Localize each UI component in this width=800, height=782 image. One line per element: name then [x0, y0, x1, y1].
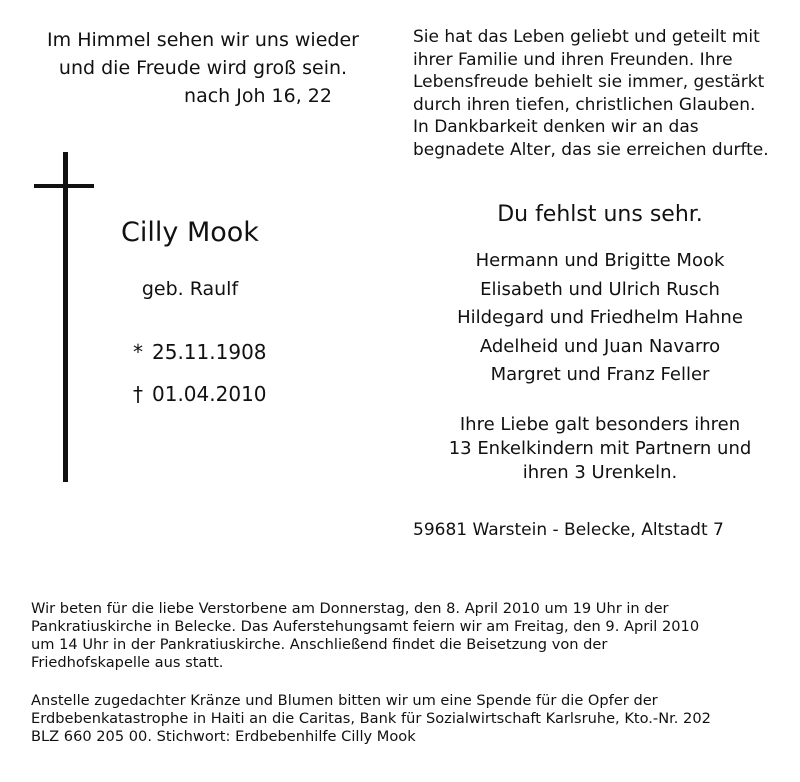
cross-icon	[63, 152, 68, 482]
birth-date: 25.11.1908	[152, 340, 267, 364]
notice-line: um 14 Uhr in der Pankratiuskirche. Anschließend findet die Beisetzung von der	[31, 636, 608, 653]
tribute-line: ihrer Familie und ihren Freunden. Ihre	[413, 49, 733, 70]
tribute-line: durch ihren tiefen, christlichen Glauben.	[413, 94, 756, 115]
service-notice	[31, 600, 791, 672]
family-member: Margret und Franz Feller	[490, 364, 710, 385]
bible-verse	[28, 26, 378, 110]
missed-heading: Du fehlst uns sehr.	[497, 202, 703, 227]
dagger-icon: †	[133, 382, 143, 406]
notice-line: Pankratiuskirche in Belecke. Das Auferstehungsamt feiern wir am Freitag, den 9. April 2010	[31, 618, 700, 635]
star-icon: *	[133, 340, 143, 364]
family-member: Elisabeth und Ulrich Rusch	[480, 278, 720, 300]
verse-reference: nach Joh 16, 22	[184, 85, 332, 107]
grandchildren-text	[410, 413, 790, 485]
family-list	[410, 247, 790, 390]
tribute-line: Lebensfreude behielt sie immer, gestärkt	[413, 72, 765, 92]
death-date-row	[128, 382, 267, 406]
tribute-line: Sie hat das Leben geliebt und geteilt mit	[413, 27, 760, 47]
notice-line: BLZ 660 205 00. Stichwort: Erdbebenhilfe Cilly Mook	[31, 728, 416, 745]
notice-line: Friedhofskapelle aus statt.	[31, 654, 224, 671]
address: 59681 Warstein - Belecke, Altstadt 7	[413, 520, 724, 540]
death-date: 01.04.2010	[152, 382, 267, 406]
deceased-name: Cilly Mook	[121, 217, 259, 248]
tribute-line: begnadete Alter, das sie erreichen durfte.	[413, 139, 769, 160]
grandchildren-line: ihren 3 Urenkeln.	[522, 462, 678, 483]
family-member: Hermann und Brigitte Mook	[475, 250, 725, 271]
birth-name: geb. Raulf	[141, 278, 239, 300]
tribute-text	[413, 26, 783, 161]
birth-date-row	[128, 340, 267, 364]
notice-line: Erdbebenkatastrophe in Haiti an die Caritas, Bank für Sozialwirtschaft Karlsruhe, Kto.-Nr. 202	[31, 710, 711, 727]
grandchildren-line: Ihre Liebe galt besonders ihren	[459, 414, 741, 435]
notice-line: Anstelle zugedachter Kränze und Blumen bitten wir um eine Spende für die Opfer der	[31, 692, 658, 709]
verse-line: Im Himmel sehen wir uns wieder	[47, 29, 359, 51]
tribute-line: In Dankbarkeit denken wir an das	[413, 117, 699, 137]
donation-notice	[31, 692, 791, 746]
family-member: Hildegard und Friedhelm Hahne	[457, 307, 743, 328]
verse-line: und die Freude wird groß sein.	[58, 57, 348, 79]
notice-line: Wir beten für die liebe Verstorbene am Donnerstag, den 8. April 2010 um 19 Uhr in der	[31, 600, 669, 617]
family-member: Adelheid und Juan Navarro	[479, 335, 721, 357]
cross-icon-bar	[34, 184, 94, 188]
grandchildren-line: 13 Enkelkindern mit Partnern und	[448, 438, 752, 459]
